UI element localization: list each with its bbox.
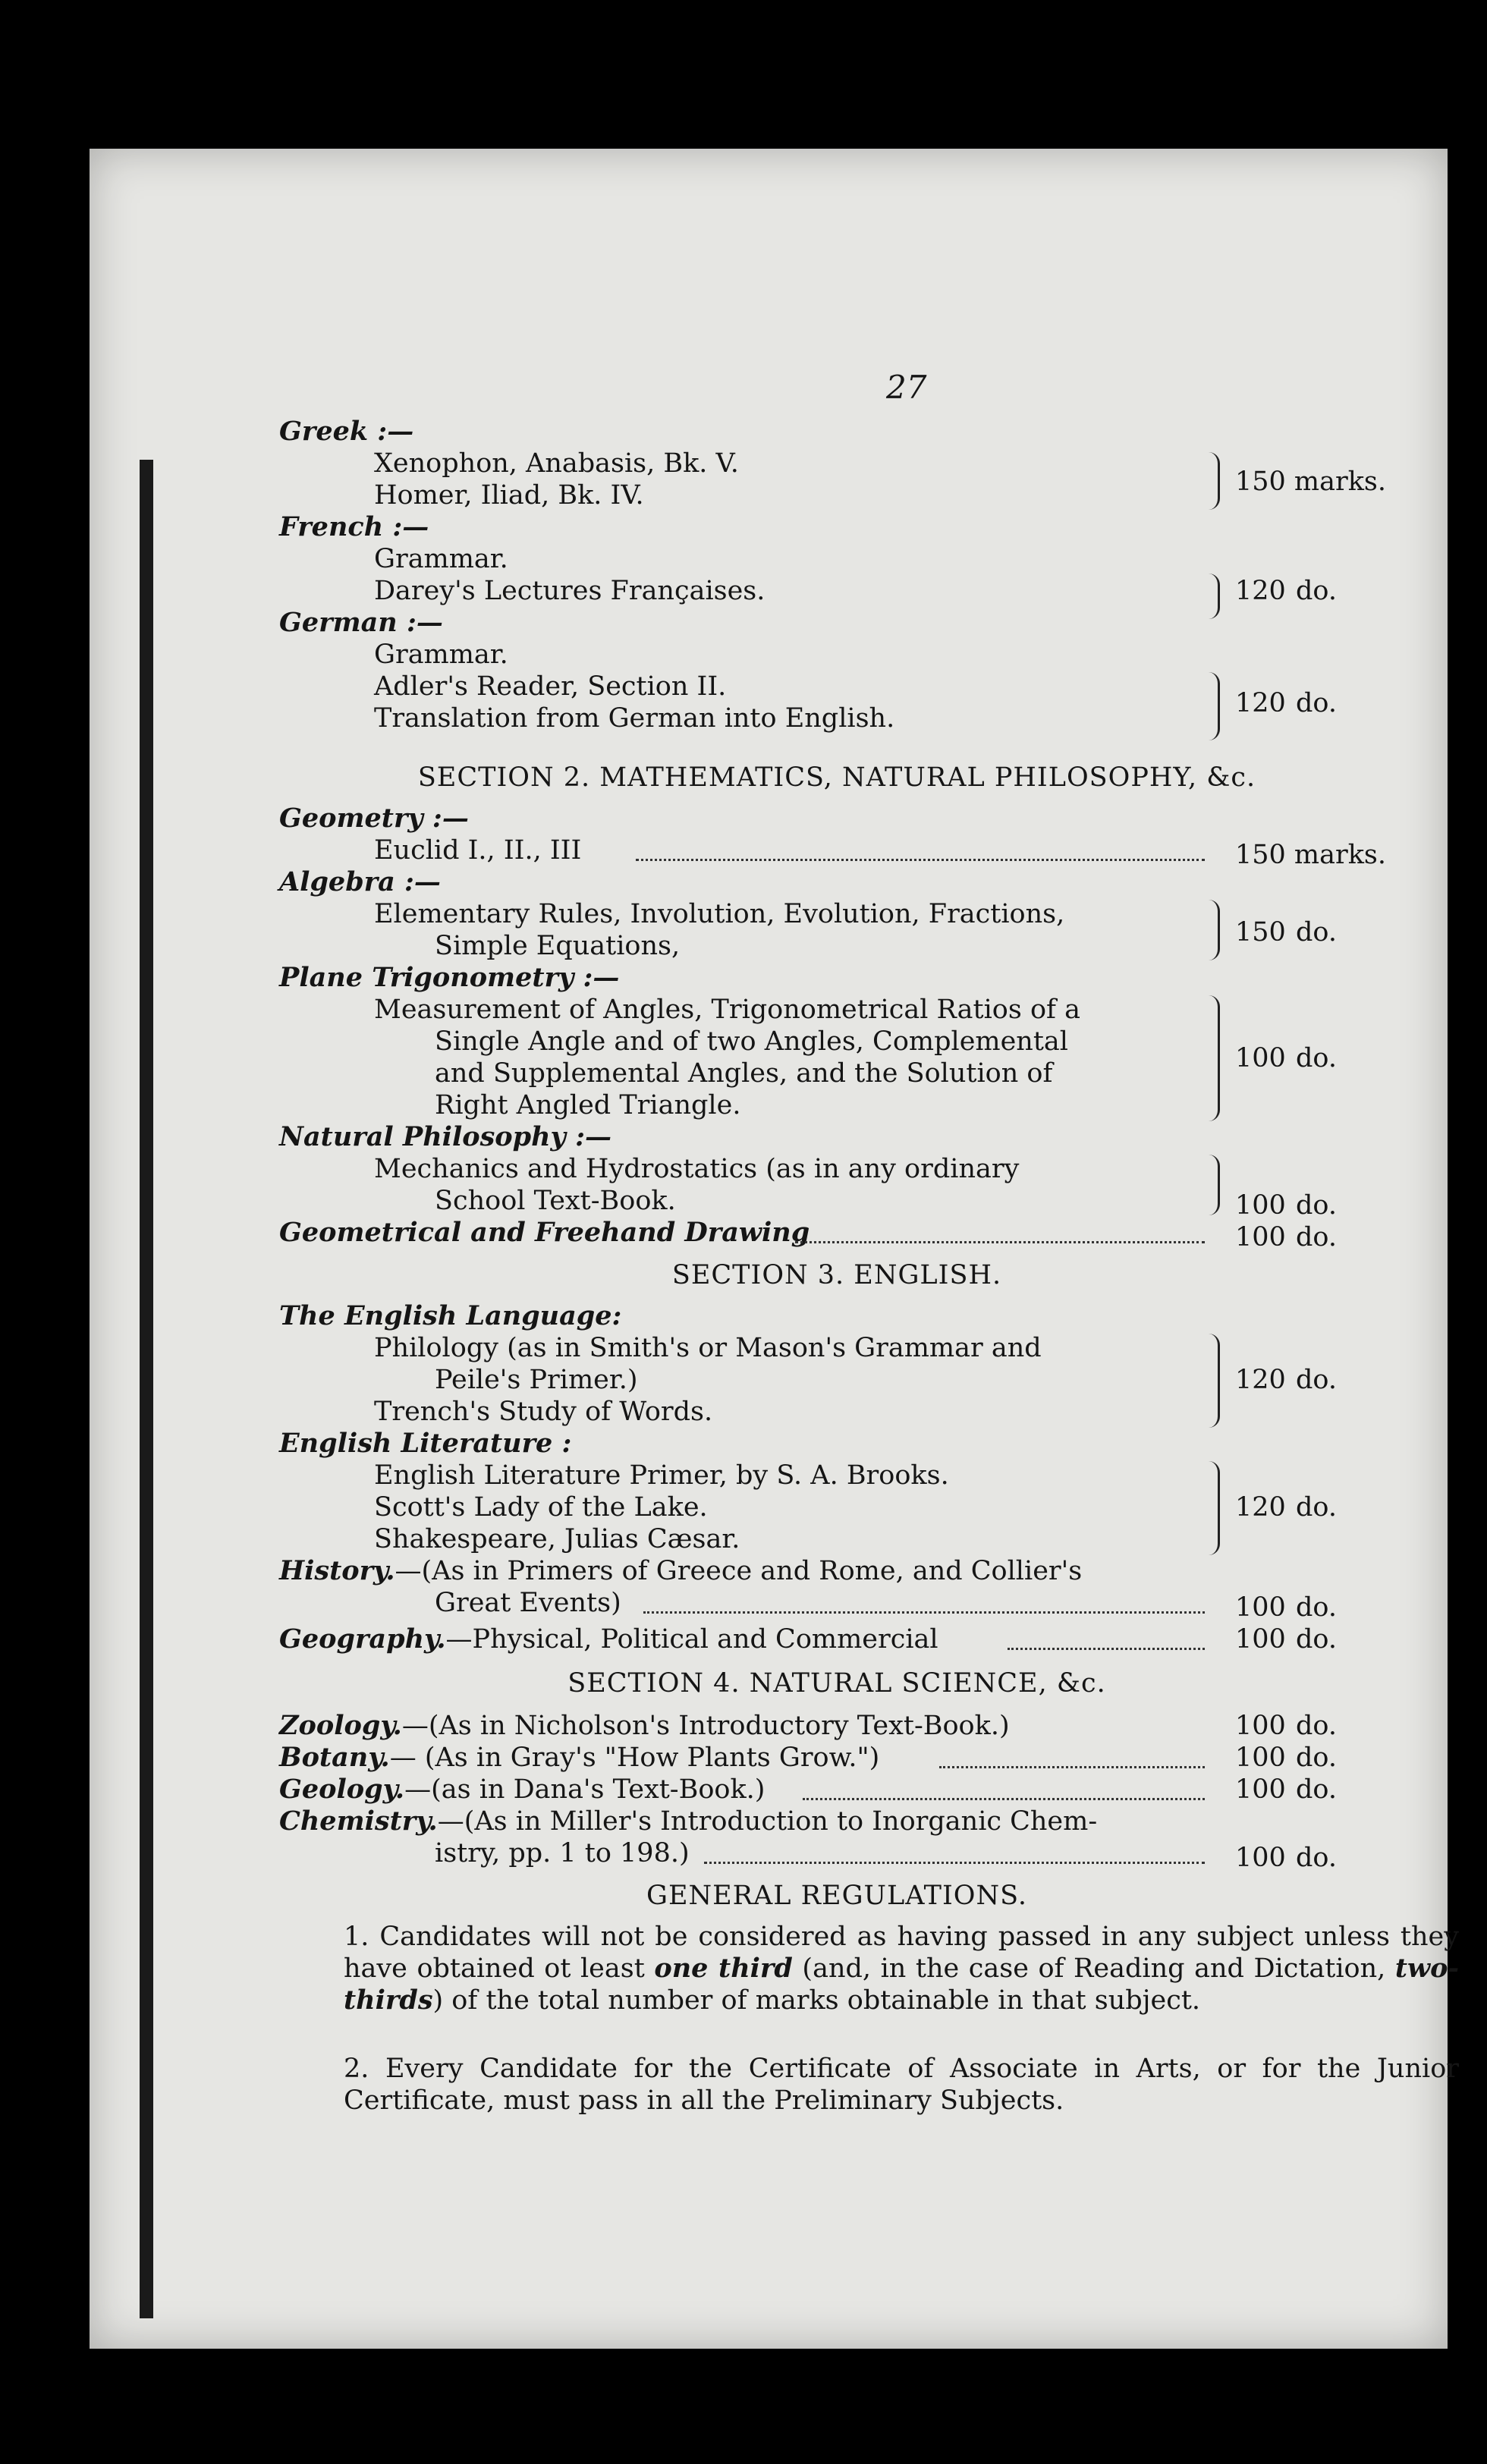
drawing-heading: Geometrical and Freehand Drawing [279,1217,810,1248]
algebra-brace [1209,900,1220,960]
geology-line [279,1774,1394,1806]
english-literature-heading: English Literature : [279,1428,572,1459]
french-unit: do. [1296,576,1337,606]
drawing-unit: do. [1296,1222,1337,1252]
lang-unit: do. [1296,1365,1337,1395]
zoology-line [279,1710,1394,1742]
zoology-unit: do. [1296,1711,1337,1741]
algebra-line-2: Simple Equations, [435,931,681,961]
regulation-1-emphasis-2: two-thirds [344,1953,1459,2016]
german-brace [1209,672,1220,740]
lang-line-1: Philology (as in Smith's or Mason's Grammar and [374,1333,1042,1363]
trig-marks: 100 [1235,1043,1286,1073]
regulation-2: 2. Every Candidate for the Certificate of Associate in Arts, or for the Junior Certificate, must pass in all the Preliminary Subjects. [344,2054,1459,2116]
geography-heading: Geography. [279,1623,446,1655]
greek-item-1: Xenophon, Anabasis, Bk. V. [374,448,739,479]
botany-unit: do. [1296,1743,1337,1773]
history-marks: 100 [1235,1592,1286,1623]
trigonometry-heading: Plane Trigonometry :— [279,962,620,993]
algebra-unit: do. [1296,917,1337,948]
french-item-2: Darey's Lectures Françaises. [374,576,766,606]
drawing-leader [795,1241,1205,1243]
lang-brace [1209,1334,1220,1428]
trig-line-3: and Supplemental Angles, and the Solution of [435,1058,1053,1089]
geography-marks: 100 [1235,1624,1286,1655]
geography-text: —Physical, Political and Commercial [445,1624,938,1655]
chemistry-marks: 100 [1235,1843,1286,1873]
chemistry-line-1 [279,1806,1394,1837]
history-heading: History. [279,1555,395,1586]
zoology-text: —(As in Nicholson's Introductory Text-Book.) [401,1711,1010,1741]
lit-line-1: English Literature Primer, by S. A. Brooks. [374,1460,949,1491]
chemistry-heading: Chemistry. [279,1806,438,1837]
botany-line [279,1742,1394,1774]
section2-title: SECTION 2. MATHEMATICS, NATURAL PHILOSOPHY, &c. [417,762,1256,793]
french-heading: French :— [279,511,429,542]
history-leader [643,1611,1205,1614]
chemistry-leader [704,1862,1205,1864]
greek-brace [1209,452,1220,510]
trig-unit: do. [1296,1043,1337,1073]
geography-line [279,1623,1394,1655]
german-marks: 120 [1235,688,1286,718]
trig-line-4: Right Angled Triangle. [435,1090,741,1120]
regulation-1-part-a: 1. Candidates will not be considered as having passed in any subject unless they have obtained ot least [344,1922,1459,1984]
german-item-3: Translation from German into English. [374,703,895,734]
nat-unit: do. [1296,1190,1337,1221]
botany-text: — (As in Gray's "How Plants Grow.") [389,1743,880,1773]
algebra-heading: Algebra :— [279,866,441,897]
lang-marks: 120 [1235,1365,1286,1395]
book-page [90,149,1459,2349]
regulations-title: GENERAL REGULATIONS. [646,1881,1027,1911]
german-heading: German :— [279,607,443,638]
greek-marks: 150 marks. [1235,467,1387,497]
zoology-heading: Zoology. [279,1710,402,1741]
botany-heading: Botany. [279,1742,390,1773]
lang-line-2: Peile's Primer.) [435,1365,638,1395]
section4-title: SECTION 4. NATURAL SCIENCE, &c. [567,1668,1106,1699]
lit-brace [1209,1461,1220,1555]
nat-line-1: Mechanics and Hydrostatics (as in any ordinary [374,1154,1020,1184]
page-binding-edge [140,460,153,2318]
lit-line-2: Scott's Lady of the Lake. [374,1492,708,1523]
zoology-marks: 100 [1235,1711,1286,1741]
geometry-leader [636,859,1205,861]
geography-leader [1008,1648,1205,1650]
geology-unit: do. [1296,1774,1337,1805]
lit-line-3: Shakespeare, Julias Cæsar. [374,1524,740,1554]
algebra-marks: 150 [1235,917,1286,948]
trig-line-2: Single Angle and of two Angles, Complemental [435,1026,1068,1057]
greek-heading: Greek :— [279,416,414,447]
natural-philosophy-heading: Natural Philosophy :— [279,1121,611,1152]
german-item-1: Grammar. [374,640,508,670]
geography-unit: do. [1296,1624,1337,1655]
german-item-2: Adler's Reader, Section II. [374,671,727,702]
nat-brace [1209,1155,1220,1215]
regulation-1-part-c: ) of the total number of marks obtainable in that subject. [432,1985,1201,2016]
section3-title: SECTION 3. ENGLISH. [671,1260,1002,1290]
algebra-line-1: Elementary Rules, Involution, Evolution, Fractions, [374,899,1065,929]
lit-marks: 120 [1235,1492,1286,1523]
history-unit: do. [1296,1592,1337,1623]
geology-heading: Geology. [279,1774,405,1805]
german-unit: do. [1296,688,1337,718]
geology-marks: 100 [1235,1774,1286,1805]
nat-marks: 100 [1235,1190,1286,1221]
history-line-1 [279,1555,1394,1587]
chemistry-line-2: istry, pp. 1 to 198.) [435,1838,690,1868]
nat-line-2: School Text-Book. [435,1186,676,1216]
chemistry-text: —(As in Miller's Introduction to Inorganic Chem- [437,1806,1098,1837]
regulation-1 [279,1921,1459,2016]
regulation-1-emphasis-1: one third [654,1953,793,1984]
regulation-1-part-b: (and, in the case of Reading and Dictation, [792,1953,1395,1984]
geology-leader [803,1798,1205,1800]
french-item-1: Grammar. [374,544,508,574]
trig-brace [1209,995,1220,1121]
history-line-2: Great Events) [435,1588,621,1618]
geometry-marks: 150 marks. [1235,840,1387,870]
lang-line-3: Trench's Study of Words. [374,1397,713,1427]
drawing-marks: 100 [1235,1222,1286,1252]
geology-text: —(as in Dana's Text-Book.) [404,1774,766,1805]
page-content [279,149,1459,2349]
botany-marks: 100 [1235,1743,1286,1773]
english-language-heading: The English Language: [279,1300,622,1331]
greek-item-2: Homer, Iliad, Bk. IV. [374,480,644,511]
history-text: —(As in Primers of Greece and Rome, and Collier's [395,1556,1083,1586]
page-number: 27 [886,369,927,406]
trig-line-1: Measurement of Angles, Trigonometrical Ratios of a [374,995,1080,1025]
geometry-item: Euclid I., II., III [374,835,582,866]
french-marks: 120 [1235,576,1286,606]
chemistry-unit: do. [1296,1843,1337,1873]
geometry-heading: Geometry :— [279,803,469,834]
lit-unit: do. [1296,1492,1337,1523]
botany-leader [939,1766,1205,1768]
